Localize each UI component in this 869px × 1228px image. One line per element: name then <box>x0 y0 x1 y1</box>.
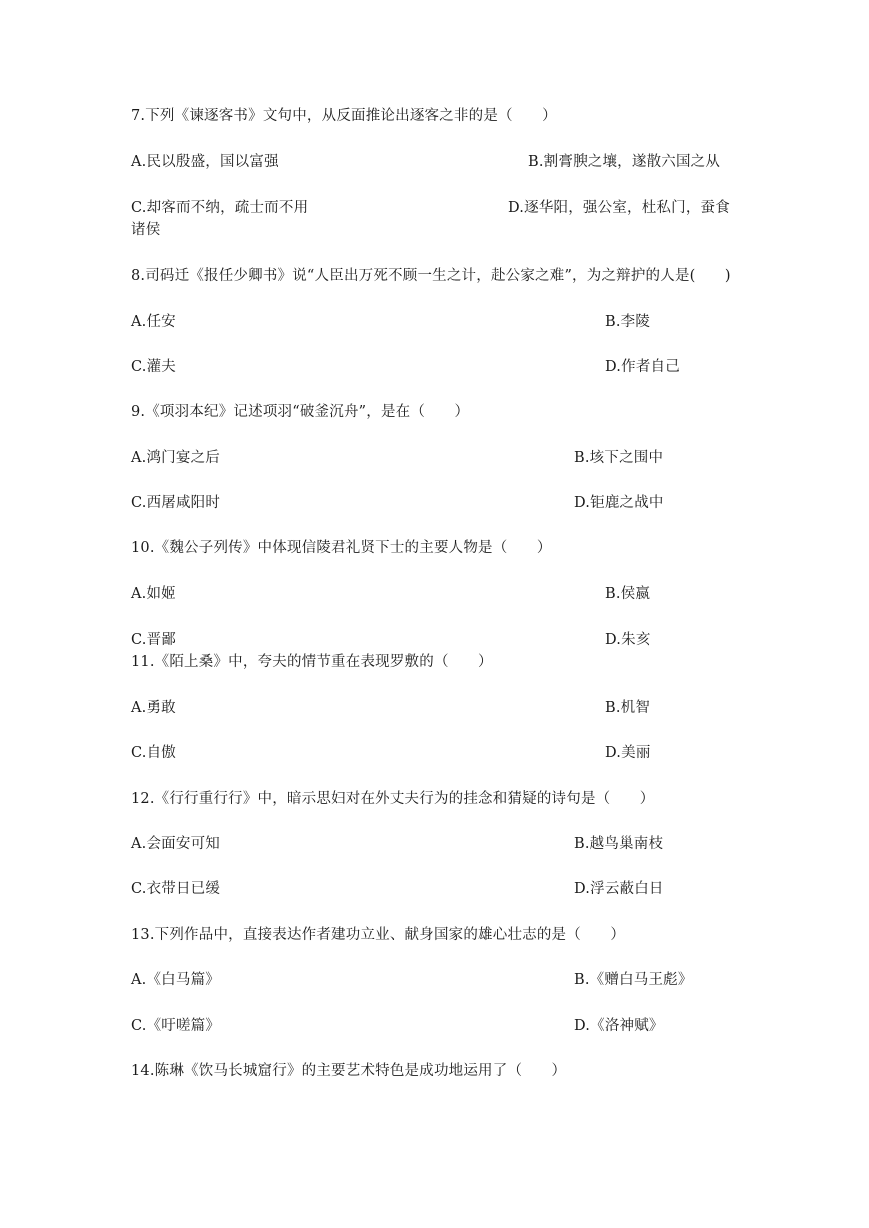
question-10-stem: 10.《魏公子列传》中体现信陵君礼贤下士的主要人物是（ ） <box>131 540 552 556</box>
question-13-stem: 13.下列作品中，直接表达作者建功立业、献身国家的雄心壮志的是（ ） <box>131 927 626 943</box>
question-7-option-c: C.却客而不纳，疏士而不用 <box>131 200 309 216</box>
question-8-stem: 8.司码迁《报任少卿书》说“人臣出万死不顾一生之计，赴公家之难”，为之辩护的人是( ) <box>131 268 731 284</box>
question-9-option-b: B.垓下之围中 <box>574 450 664 466</box>
question-7-option-d-continued: 诸侯 <box>131 222 161 238</box>
question-11-option-a: A.勇敢 <box>131 700 176 716</box>
question-9-option-a: A.鸿门宴之后 <box>131 450 220 466</box>
question-13-option-a: A.《白马篇》 <box>131 972 220 988</box>
question-9-stem: 9.《项羽本纪》记述项羽“破釜沉舟”，是在（ ） <box>131 404 470 420</box>
question-11-stem: 11.《陌上桑》中，夸夫的情节重在表现罗敷的（ ） <box>131 654 493 670</box>
question-11-option-b: B.机智 <box>605 700 651 716</box>
question-12-option-b: B.越鸟巢南枝 <box>574 836 664 852</box>
question-11-option-c: C.自傲 <box>131 745 176 761</box>
question-12-stem: 12.《行行重行行》中，暗示思妇对在外丈夫行为的挂念和猜疑的诗句是（ ） <box>131 791 655 807</box>
question-7-option-d: D.逐华阳，强公室，杜私门，蚕食 <box>508 200 730 216</box>
question-10-option-b: B.侯嬴 <box>605 586 651 602</box>
question-9-option-c: C.西屠咸阳时 <box>131 495 221 511</box>
question-8-option-a: A.任安 <box>131 314 176 330</box>
question-13-option-d: D.《洛神赋》 <box>574 1018 664 1034</box>
question-10-option-d: D.朱亥 <box>605 632 651 648</box>
question-7-stem: 7.下列《谏逐客书》文句中，从反面推论出逐客之非的是（ ） <box>131 108 557 124</box>
question-12-option-c: C.衣带日已缓 <box>131 881 221 897</box>
question-13-option-c: C.《吁嗟篇》 <box>131 1018 221 1034</box>
question-12-option-d: D.浮云蔽白日 <box>574 881 664 897</box>
question-10-option-a: A.如姬 <box>131 586 176 602</box>
question-12-option-a: A.会面安可知 <box>131 836 220 852</box>
question-9-option-d: D.钜鹿之战中 <box>574 495 664 511</box>
question-7-option-a: A.民以殷盛，国以富强 <box>131 154 279 170</box>
question-8-option-c: C.灌夫 <box>131 359 176 375</box>
question-13-option-b: B.《赠白马王彪》 <box>574 972 693 988</box>
question-14-stem: 14.陈琳《饮马长城窟行》的主要艺术特色是成功地运用了（ ） <box>131 1063 567 1079</box>
question-7-option-b: B.割膏腴之壤，遂散六国之从 <box>528 154 721 170</box>
question-8-option-d: D.作者自己 <box>605 359 680 375</box>
question-10-option-c: C.晋鄙 <box>131 632 176 648</box>
question-11-option-d: D.美丽 <box>605 745 651 761</box>
question-8-option-b: B.李陵 <box>605 314 651 330</box>
